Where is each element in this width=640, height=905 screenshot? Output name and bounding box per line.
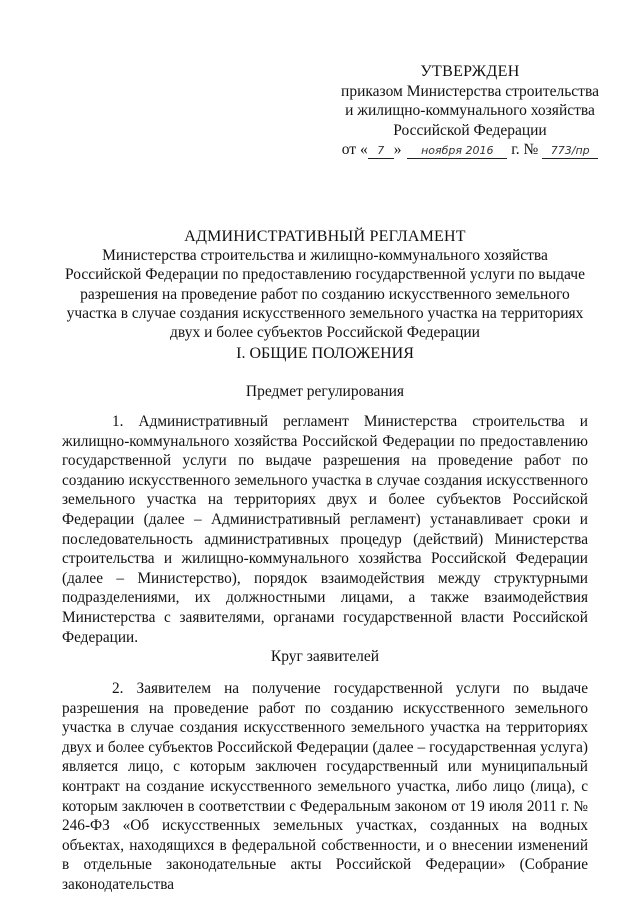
approval-line: Российской Федерации	[393, 121, 547, 139]
approval-block	[330, 62, 610, 160]
date-mid: »	[393, 141, 402, 158]
approval-stamp: УТВЕРЖДЕН	[420, 63, 520, 80]
section-title: I. ОБЩИЕ ПОЛОЖЕНИЯ	[236, 345, 414, 362]
subtitle-line: Российской Федерации по предоставлению государственной услуги по выдаче	[65, 266, 585, 284]
handwritten-month-year: ноября 2016	[407, 144, 507, 159]
subtitle-line: Министерства строительства и жилищно-коммунального хозяйства	[102, 247, 548, 265]
paragraph-1: 1. Административный регламент Министерства строительства и жилищно-коммунального хозяйства Российской Федерации по предоставлению государственной услуги по выдаче разрешения на проведение работ по созданию искусственного земельного участка в случае создания искусственного земельного участка на территориях двух и более субъектов Российской Федерации (далее – Административный регламент) устанавливает сроки и последовательность административных процедур (действий) Министерства строительства и жилищно-коммунального хозяйства Российской Федерации (далее – Министерство), порядок взаимодействия между структурными подразделениями, их должностными лицами, а также взаимодействия Министерства с заявителями, органами государственной власти Российской Федерации.	[62, 413, 588, 646]
date-year-label: г. №	[511, 141, 539, 158]
date-prefix: от «	[341, 141, 368, 158]
handwritten-day: 7	[368, 144, 394, 159]
approval-date-line	[330, 140, 610, 160]
subtitle-line: участка в случае создания искусственного земельного участка на территориях	[66, 304, 584, 322]
approval-line: и жилищно-коммунального хозяйства	[345, 102, 595, 119]
approval-line: приказом Министерства строительства	[341, 82, 599, 100]
subheading-subject: Предмет регулирования	[245, 383, 405, 400]
handwritten-order-number: 773/пр	[542, 144, 598, 159]
subtitle-line: разрешения на проведение работ по созданию искусственного земельного	[80, 285, 570, 303]
document-title-block	[60, 227, 590, 342]
subtitle-line: двух и более субъектов Российской Федерации	[170, 324, 480, 342]
paragraph-2: 2. Заявителем на получение государственной услуги по выдаче разрешения на проведение работ по созданию искусственного земельного участка в случае создания искусственного земельного участка на территориях двух и более субъектов Российской Федерации (далее – государственная услуга) является лицо, с которым заключен государственный или муниципальный контракт на создание искусственного земельного участка, либо лицо (лица), с которым заключен в соответствии с Федеральным законом от 19 июля 2011 г. № 246-ФЗ «Об искусственных земельных участках, созданных на водных объектах, находящихся в федеральной собственности, и о внесении изменений в отдельные законодательные акты Российской Федерации» (Собрание законодательства	[62, 680, 588, 893]
subheading-applicants: Круг заявителей	[270, 648, 380, 665]
document-title: АДМИНИСТРАТИВНЫЙ РЕГЛАМЕНТ	[184, 228, 466, 245]
